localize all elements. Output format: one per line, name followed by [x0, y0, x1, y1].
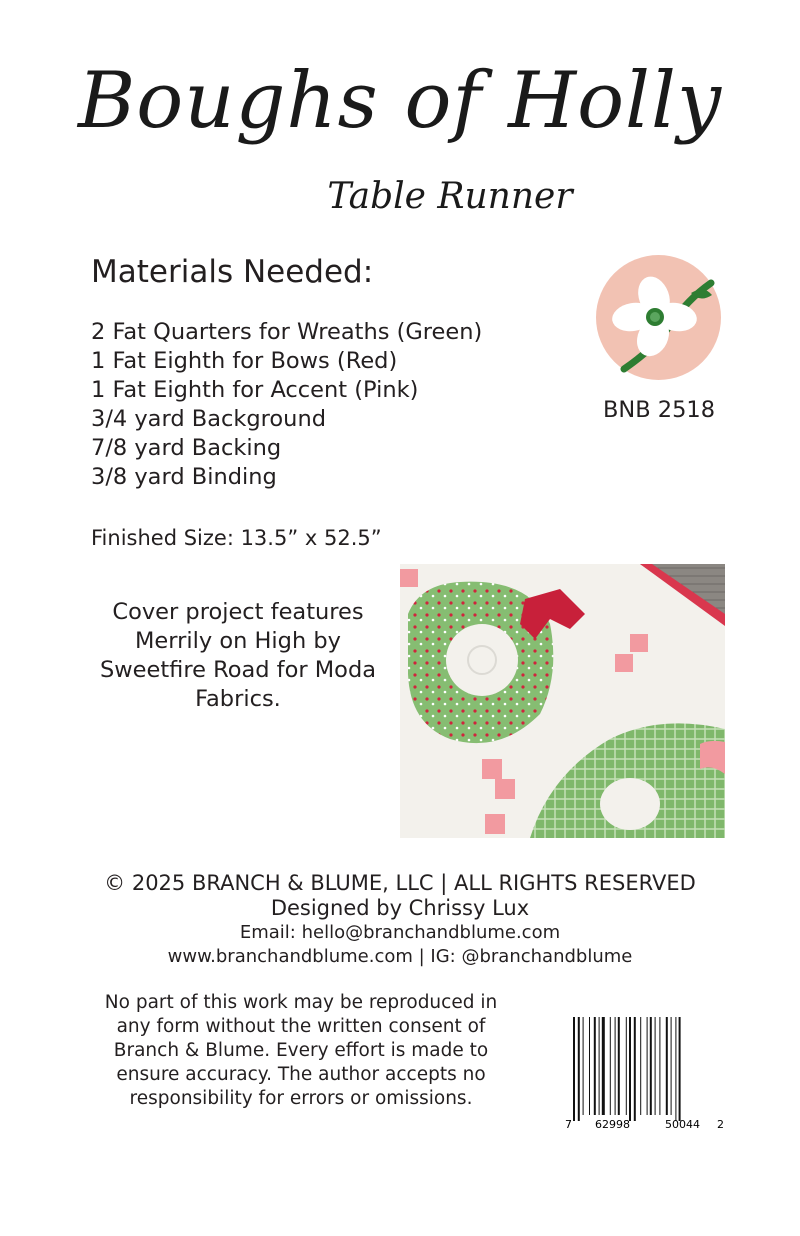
- cover-note: Cover project features Merrily on High by Sweetfire Road for Moda Fabrics.: [99, 599, 377, 712]
- barcode-lead-digit: 7: [565, 1118, 572, 1130]
- barcode-check-digit: 2: [717, 1118, 724, 1130]
- materials-list: [91, 318, 482, 492]
- pattern-title: Boughs of Holly: [77, 56, 723, 146]
- barcode-icon: [565, 1017, 725, 1130]
- footer: [0, 871, 800, 969]
- contact-email: Email: hello@branchandblume.com: [239, 922, 561, 943]
- materials-heading: Materials Needed:: [91, 254, 374, 290]
- website-social: www.branchandblume.com | IG: @branchandblume: [167, 946, 633, 967]
- quilt-photo: [400, 564, 725, 838]
- copyright: © 2025 BRANCH & BLUME, LLC | ALL RIGHTS RESERVED: [104, 871, 696, 895]
- materials-item: 7/8 yard Backing: [91, 435, 282, 461]
- materials-item: 3/8 yard Binding: [91, 464, 277, 490]
- barcode-right-digits: 50044: [665, 1118, 700, 1130]
- barcode-left-digits: 62998: [595, 1118, 630, 1130]
- materials-item: 2 Fat Quarters for Wreaths (Green): [91, 319, 483, 345]
- materials-item: 3/4 yard Background: [91, 406, 326, 432]
- pattern-subtitle: Table Runner: [327, 176, 573, 217]
- materials-item: 1 Fat Eighth for Bows (Red): [91, 348, 398, 374]
- finished-size: Finished Size: 13.5” x 52.5”: [91, 526, 382, 550]
- pattern-code: BNB 2518: [602, 397, 716, 423]
- designer-credit: Designed by Chrissy Lux: [270, 896, 530, 920]
- copyright-disclaimer: No part of this work may be reproduced in any form without the written consent of Branch & Blume. Every effort is made to ensure accuracy. The author accepts no responsibility for errors or omissions.: [104, 992, 498, 1109]
- materials-item: 1 Fat Eighth for Accent (Pink): [91, 377, 419, 403]
- dogwood-logo-icon: [596, 255, 721, 380]
